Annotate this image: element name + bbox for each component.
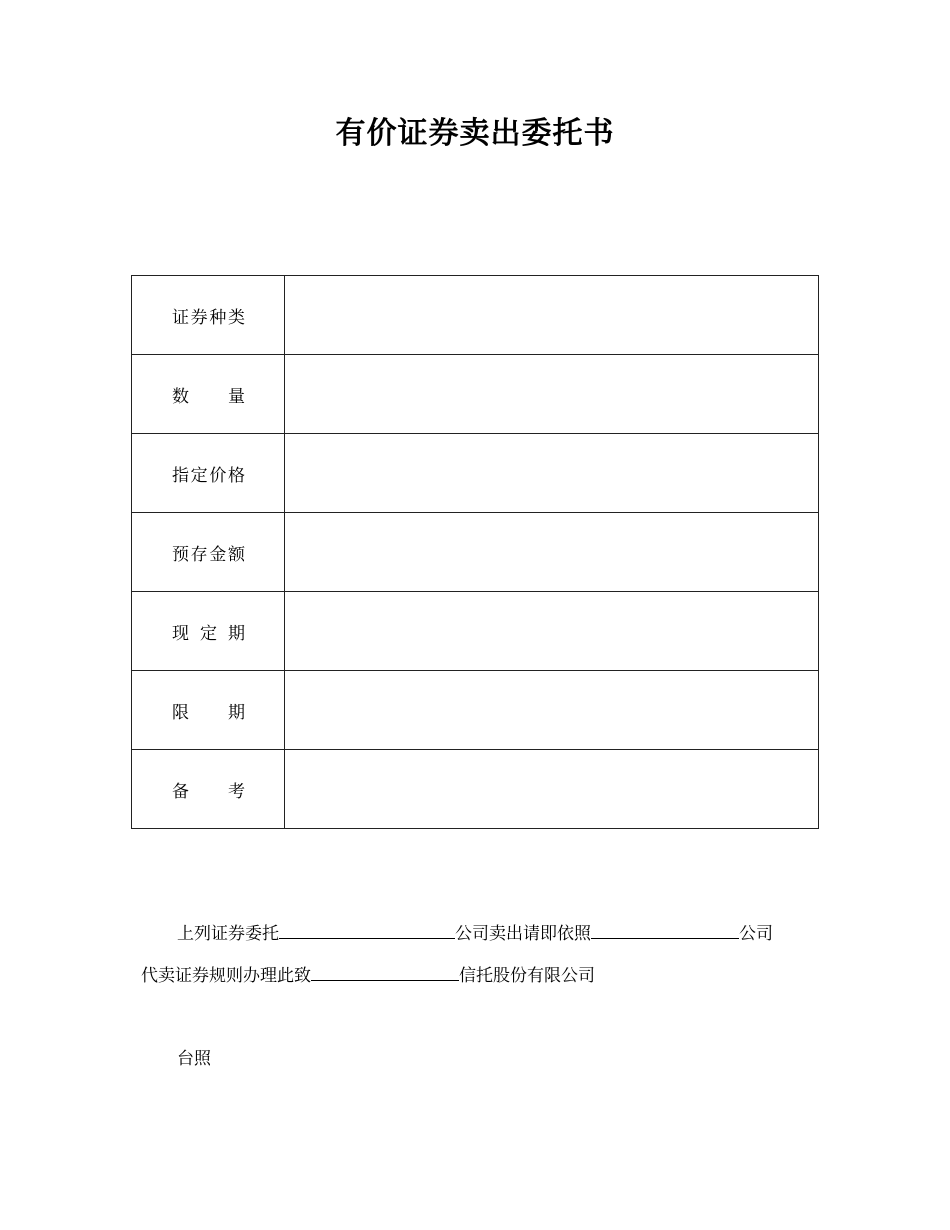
row-label-designated-price <box>132 434 285 513</box>
body-text: 公司卖出请即依照 <box>455 924 591 944</box>
current-term-field[interactable] <box>285 592 819 671</box>
body-text: 公司 <box>739 924 773 944</box>
label-char: 限 <box>172 702 189 723</box>
table-row <box>132 592 819 671</box>
quantity-field[interactable] <box>285 355 819 434</box>
deposit-amount-field[interactable] <box>285 513 819 592</box>
row-label-remarks <box>132 750 285 829</box>
deadline-field[interactable] <box>285 671 819 750</box>
blank-company-name[interactable] <box>279 920 455 939</box>
closing-salutation: 台照 <box>177 1049 211 1069</box>
label-char: 种 <box>209 307 227 328</box>
blank-trust-company[interactable] <box>311 962 459 981</box>
label-char: 类 <box>227 307 245 328</box>
label-char: 备 <box>172 781 189 802</box>
body-text: 上列证券委托 <box>177 924 279 944</box>
security-type-field[interactable] <box>285 276 819 355</box>
label-char: 格 <box>227 465 245 486</box>
document-title: 有价证券卖出委托书 <box>335 116 615 151</box>
label-char: 金 <box>209 544 227 565</box>
blank-company-rules[interactable] <box>591 920 739 939</box>
designated-price-field[interactable] <box>285 434 819 513</box>
label-char: 数 <box>172 386 189 407</box>
label-char: 定 <box>190 465 208 486</box>
row-label-deposit-amount <box>132 513 285 592</box>
table-row <box>132 513 819 592</box>
body-text: 信托股份有限公司 <box>459 966 595 986</box>
label-char: 证 <box>172 307 189 328</box>
entrustment-form-table <box>131 275 819 829</box>
label-char: 量 <box>228 386 245 407</box>
row-label-current-term <box>132 592 285 671</box>
body-line-1 <box>177 920 773 946</box>
table-row <box>132 434 819 513</box>
label-char: 考 <box>228 781 245 802</box>
label-char: 价 <box>209 465 227 486</box>
row-label-security-type <box>132 276 285 355</box>
label-char: 期 <box>228 623 245 644</box>
label-char: 券 <box>190 307 208 328</box>
label-char: 指 <box>172 465 189 486</box>
table-row <box>132 355 819 434</box>
table-row <box>132 750 819 829</box>
body-text: 代卖证券规则办理此致 <box>141 966 311 986</box>
label-char: 存 <box>190 544 208 565</box>
label-char: 定 <box>200 623 217 644</box>
label-char: 现 <box>172 623 189 644</box>
table-row <box>132 671 819 750</box>
label-char: 额 <box>227 544 245 565</box>
body-line-2 <box>141 962 595 988</box>
remarks-field[interactable] <box>285 750 819 829</box>
label-char: 期 <box>228 702 245 723</box>
row-label-quantity <box>132 355 285 434</box>
row-label-deadline <box>132 671 285 750</box>
label-char: 预 <box>172 544 189 565</box>
table-row <box>132 276 819 355</box>
